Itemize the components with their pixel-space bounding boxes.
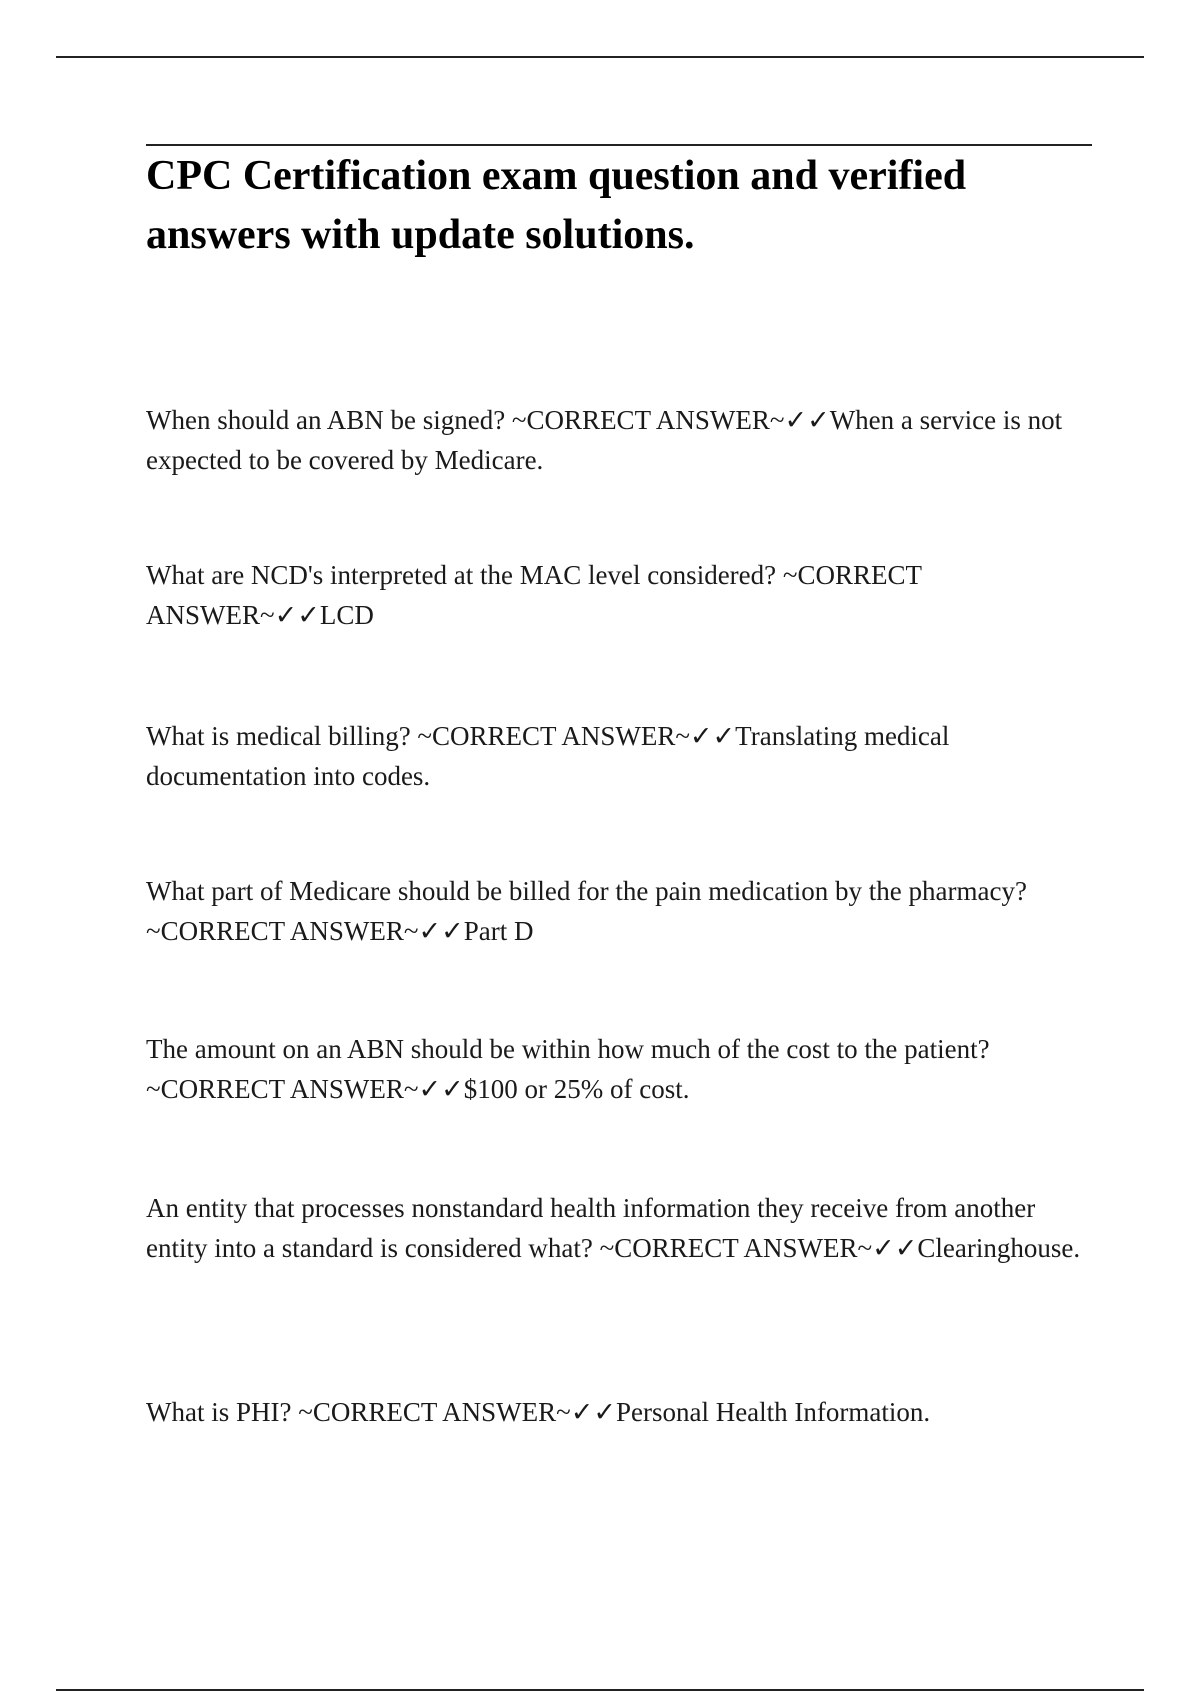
document-title: CPC Certification exam question and verified answers with update solutions. bbox=[146, 153, 967, 258]
title-rule bbox=[146, 144, 1092, 146]
qa-item-3: What is medical billing? ~CORRECT ANSWER~✓✓Translating medical documentation into codes. bbox=[146, 721, 950, 791]
qa-item-5: The amount on an ABN should be within how much of the cost to the patient? ~CORRECT ANSWER~✓✓$100 or 25% of cost. bbox=[146, 1034, 990, 1104]
qa-item-7: What is PHI? ~CORRECT ANSWER~✓✓Personal Health Information. bbox=[146, 1397, 931, 1427]
qa-item-6: An entity that processes nonstandard health information they receive from another entity into a standard is considered what? ~CORRECT ANSWER~✓✓Clearinghouse. bbox=[146, 1193, 1081, 1263]
qa-item-2: What are NCD's interpreted at the MAC level considered? ~CORRECT ANSWER~✓✓LCD bbox=[146, 560, 922, 630]
page-bottom-rule bbox=[56, 1689, 1144, 1691]
qa-item-4: What part of Medicare should be billed for the pain medication by the pharmacy? ~CORRECT ANSWER~✓✓Part D bbox=[146, 876, 1027, 946]
page-top-rule bbox=[56, 56, 1144, 58]
qa-item-1: When should an ABN be signed? ~CORRECT ANSWER~✓✓When a service is not expected to be covered by Medicare. bbox=[146, 405, 1063, 475]
